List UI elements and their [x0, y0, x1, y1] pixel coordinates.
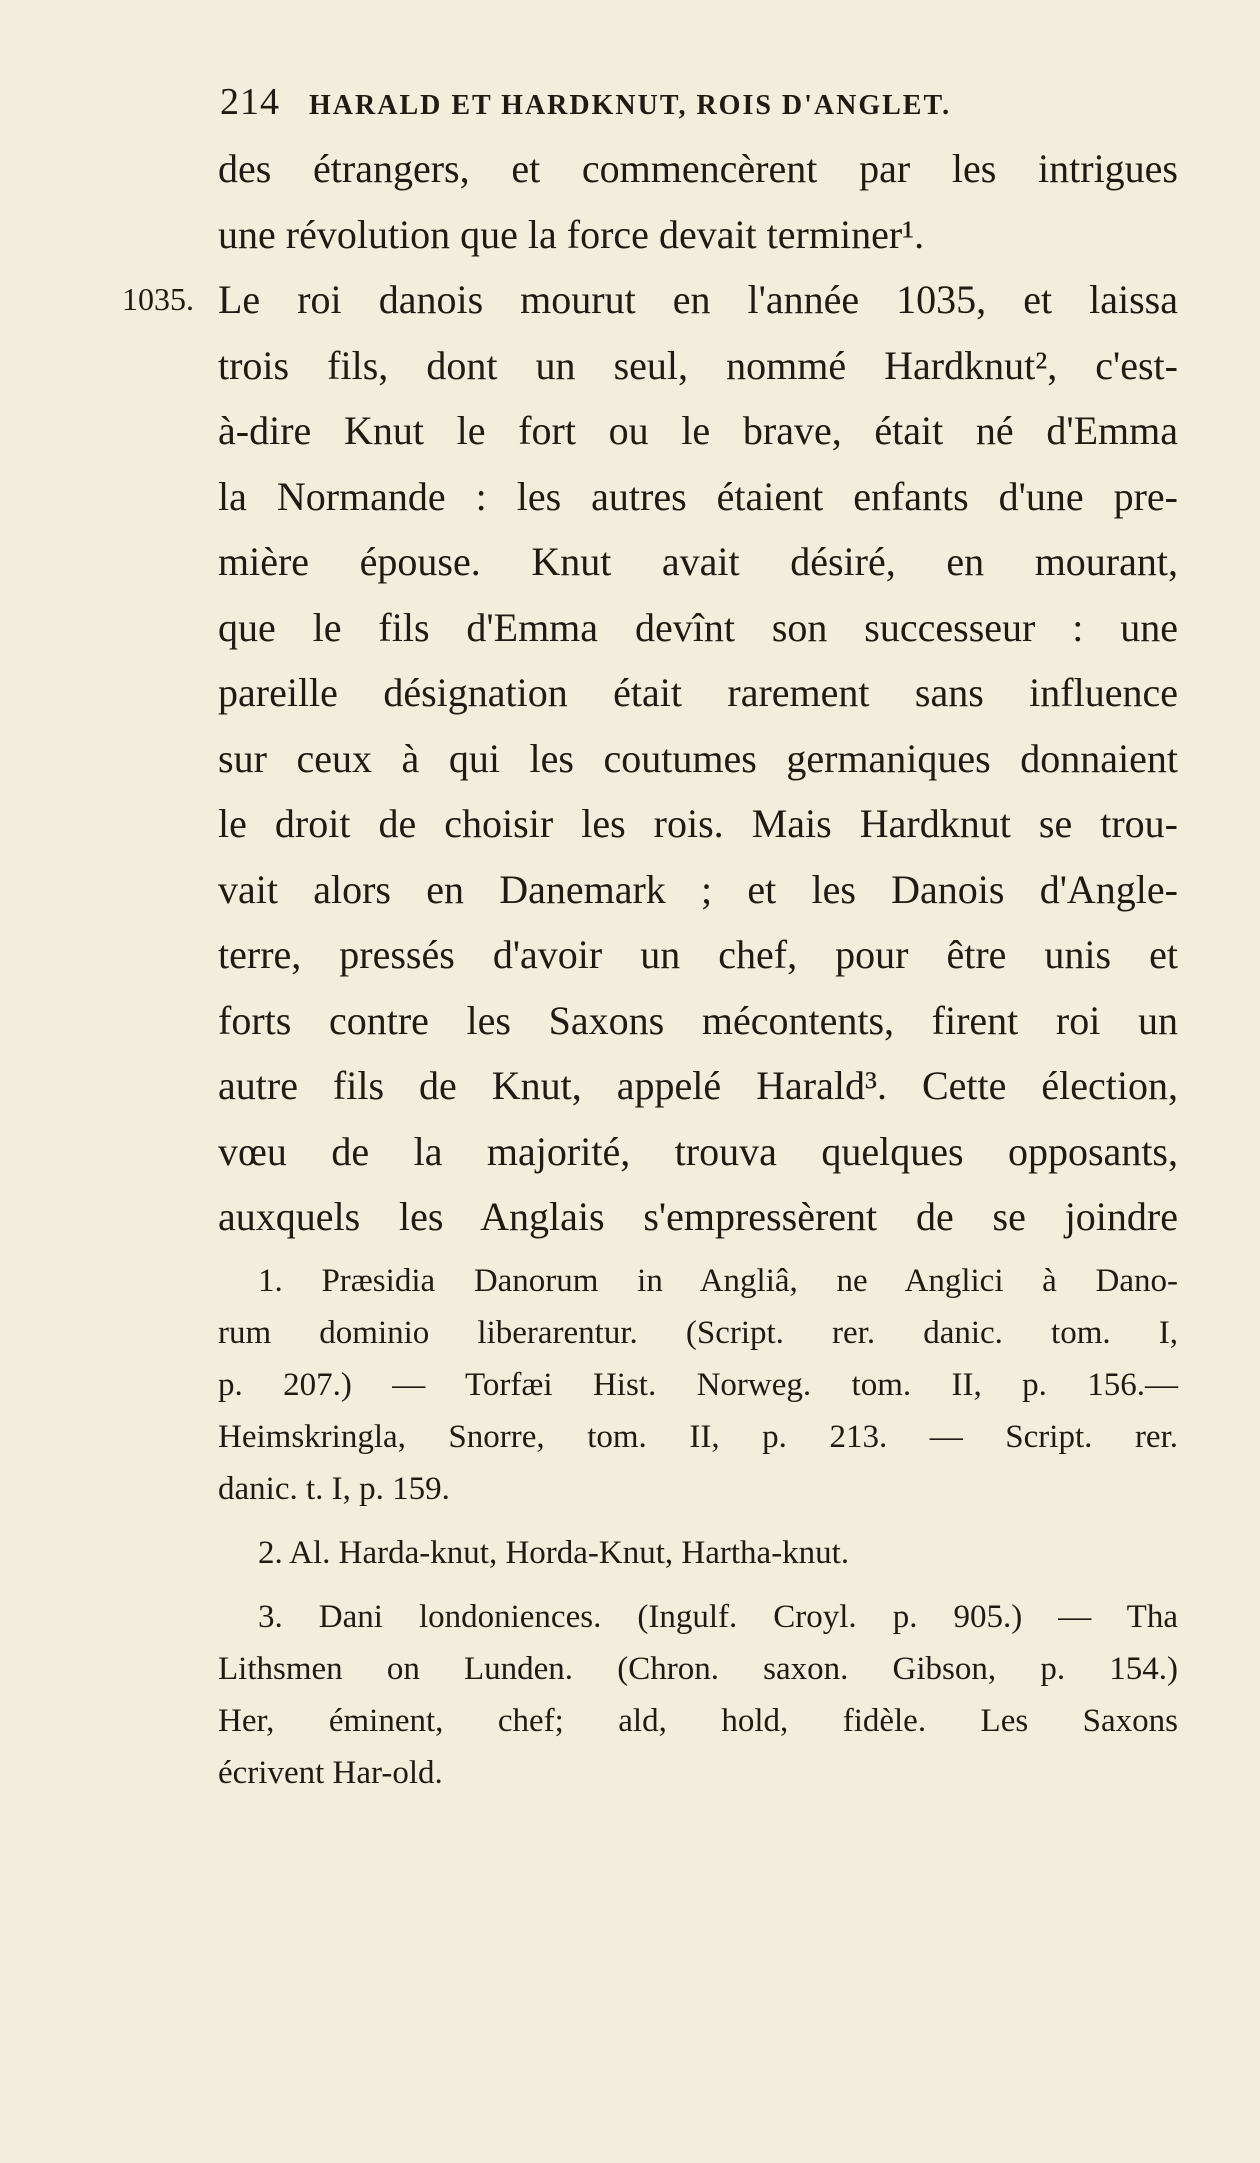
- text-line: vait alors en Danemark ; et les Danois d'Angle-: [218, 866, 1178, 912]
- text-line: que le fils d'Emma devînt son successeur : une: [218, 604, 1178, 650]
- footnote-line: Heimskringla, Snorre, tom. II, p. 213. — Script. rer.: [218, 1419, 1178, 1455]
- text-line-with-margin-note: [122, 267, 1178, 333]
- footnotes: [218, 1255, 1178, 1799]
- text-line: pareille désignation était rarement sans influence: [218, 670, 1178, 715]
- footnote-line: écrivent Har-old.: [218, 1755, 443, 1791]
- text-line: le droit de choisir les rois. Mais Hardknut se trou-: [218, 801, 1178, 846]
- footnote-line: danic. t. I, p. 159.: [218, 1471, 450, 1507]
- footnote-line: p. 207.) — Torfæi Hist. Norweg. tom. II, p. 156.—: [218, 1367, 1178, 1403]
- text-line: des étrangers, et commencèrent par les intrigues: [218, 146, 1178, 191]
- text-line-content: Le roi danois mourut en l'année 1035, et laissa: [218, 277, 1178, 322]
- running-title: HARALD ET HARDKNUT, ROIS D'ANGLET.: [309, 90, 952, 121]
- text-line: une révolution que la force devait terminer¹.: [218, 211, 925, 257]
- main-text: [122, 136, 1178, 1250]
- text-line: la Normande : les autres étaient enfants d'une pre-: [218, 473, 1178, 519]
- footnote-line: Her, éminent, chef; ald, hold, fidèle. Les Saxons: [218, 1703, 1178, 1739]
- text-line: sur ceux à qui les coutumes germaniques donnaient: [218, 735, 1178, 781]
- footnote-2: [218, 1527, 1178, 1579]
- text-line: mière épouse. Knut avait désiré, en mourant,: [218, 539, 1178, 584]
- text-line: vœu de la majorité, trouva quelques opposants,: [218, 1128, 1178, 1174]
- text-line: terre, pressés d'avoir un chef, pour être unis et: [218, 932, 1178, 977]
- page-number: 214: [220, 81, 280, 123]
- footnote-line: Lithsmen on Lunden. (Chron. saxon. Gibson, p. 154.): [218, 1651, 1178, 1687]
- footnote-1: [218, 1255, 1178, 1515]
- footnote-line: 3. Dani londoniences. (Ingulf. Croyl. p. 905.) — Tha: [258, 1599, 1178, 1635]
- text-line: à-dire Knut le fort ou le brave, était né d'Emma: [218, 408, 1178, 453]
- text-line: trois fils, dont un seul, nommé Hardknut², c'est-: [218, 342, 1178, 388]
- text-line: forts contre les Saxons mécontents, firent roi un: [218, 997, 1178, 1043]
- footnote-3: [218, 1591, 1178, 1799]
- footnote-line: 1. Præsidia Danorum in Angliâ, ne Anglici à Dano-: [258, 1263, 1178, 1299]
- footnote-line: rum dominio liberarentur. (Script. rer. danic. tom. I,: [218, 1315, 1178, 1351]
- margin-date-note: 1035.: [122, 281, 194, 317]
- text-line: auxquels les Anglais s'empressèrent de se joindre: [218, 1194, 1178, 1239]
- running-header: [220, 80, 1140, 124]
- text-line: autre fils de Knut, appelé Harald³. Cette élection,: [218, 1063, 1178, 1108]
- footnote-line: 2. Al. Harda-knut, Horda-Knut, Hartha-knut.: [258, 1535, 850, 1571]
